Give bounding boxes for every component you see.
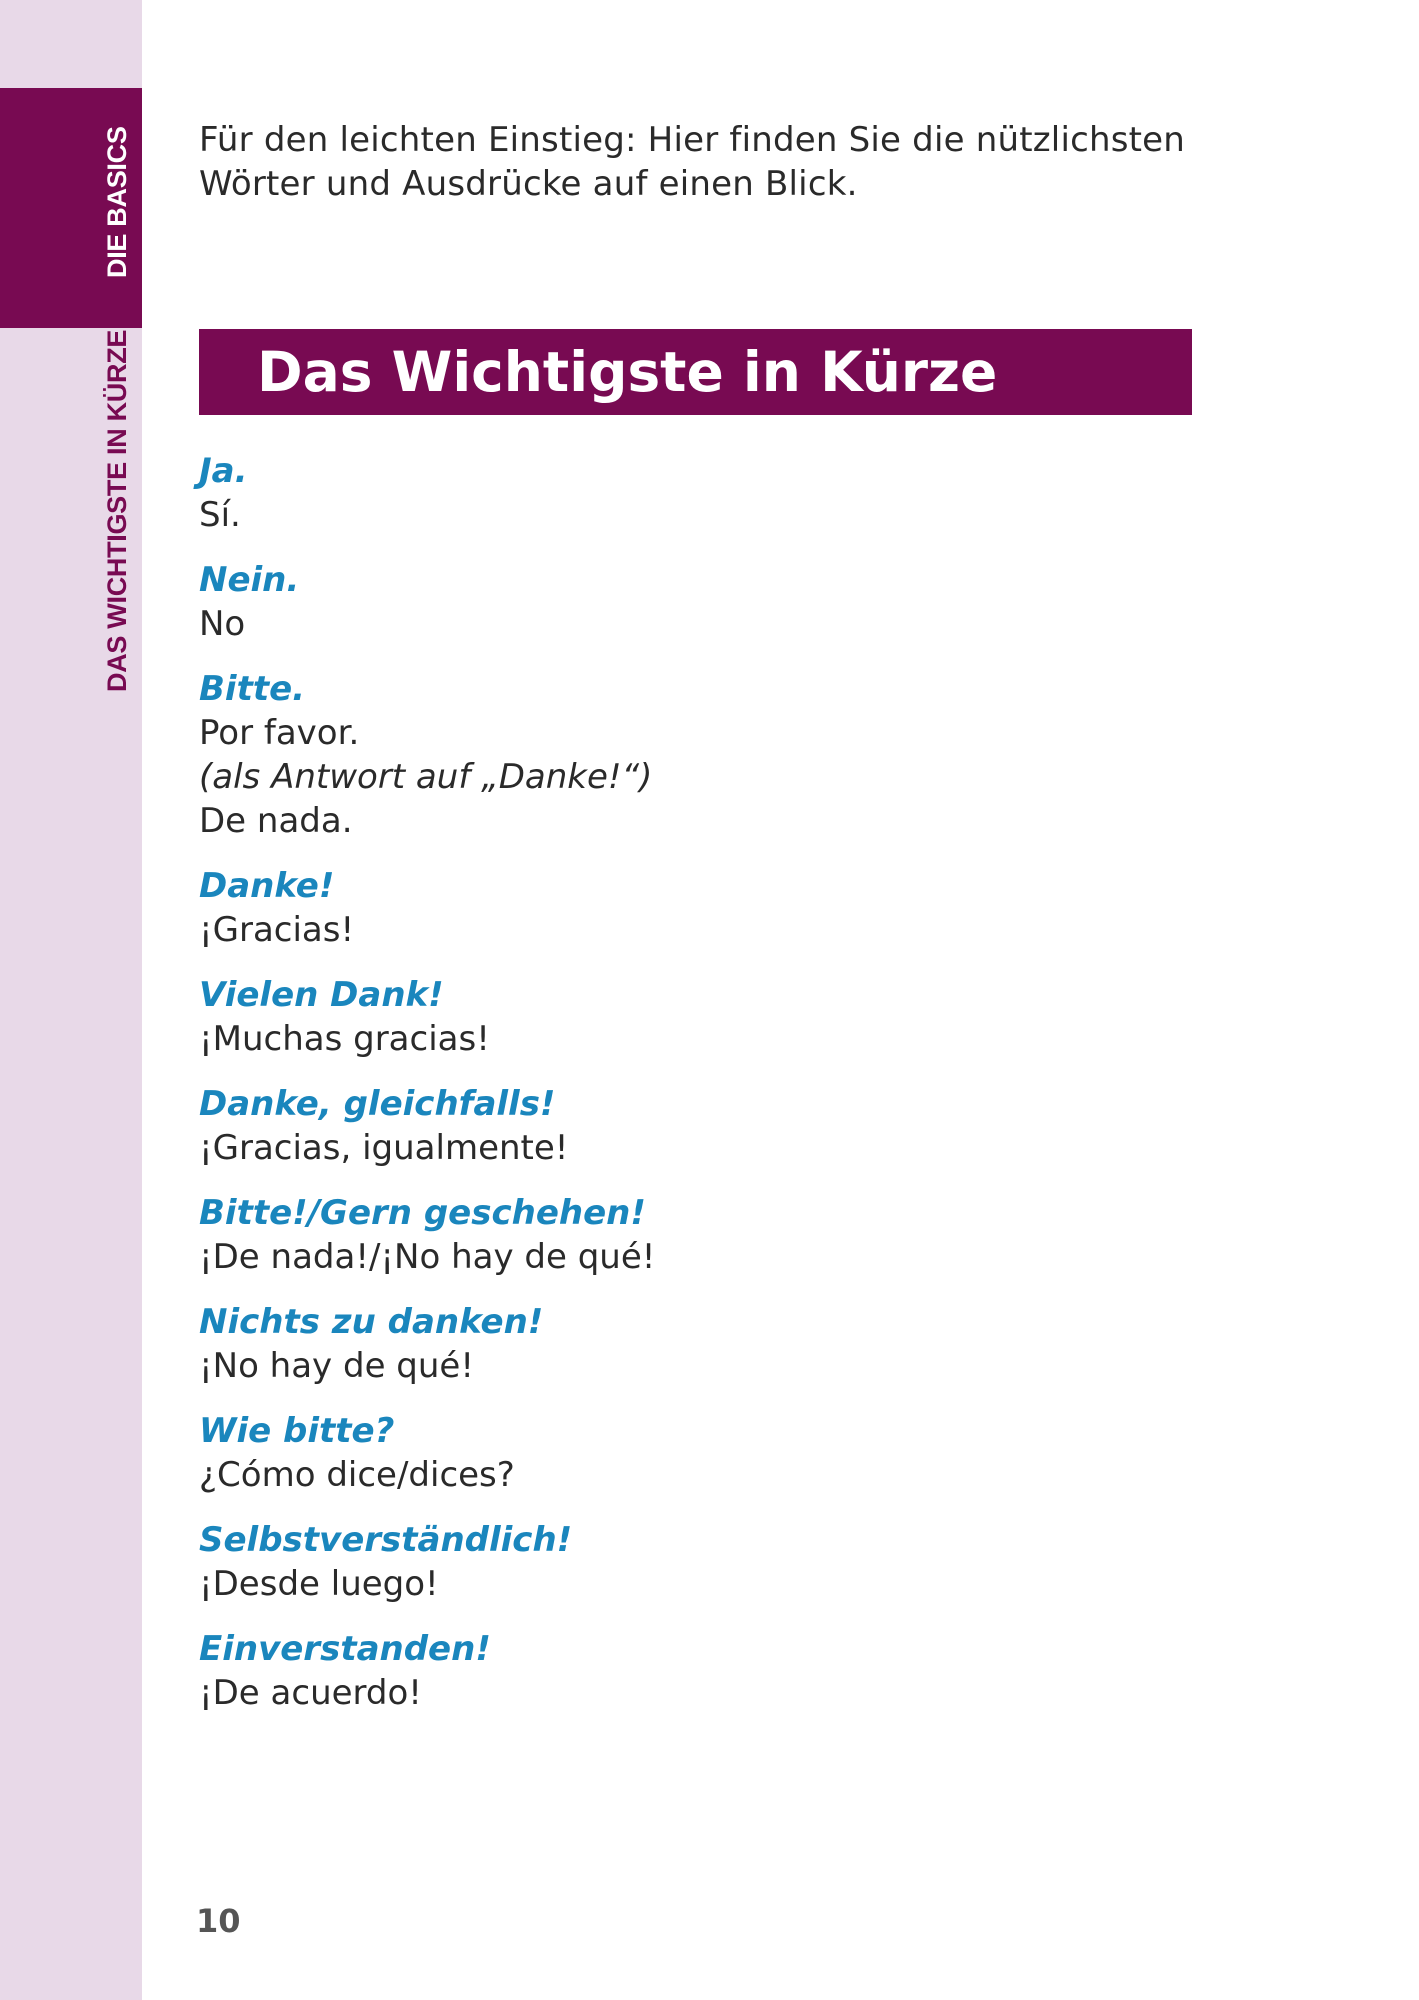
german-phrase: Wie bitte? <box>199 1411 395 1451</box>
phrase-item <box>199 1191 1199 1279</box>
phrase-item <box>199 1518 1199 1606</box>
phrase-item <box>199 667 1199 843</box>
spanish-translation: No <box>199 604 246 644</box>
phrase-item <box>199 973 1199 1061</box>
spanish-translation-alt: De nada. <box>199 801 353 841</box>
german-phrase: Nein. <box>199 560 300 600</box>
spanish-translation: Sí. <box>199 495 241 535</box>
phrase-item <box>199 1300 1199 1388</box>
phrase-list <box>199 449 1199 1736</box>
section-banner <box>199 329 1192 415</box>
usage-note: (als Antwort auf „Danke!“) <box>199 757 653 797</box>
page-number: 10 <box>196 1902 241 1940</box>
intro-text: Für den leichten Einstieg: Hier finden Sie die nützlichsten Wörter und Ausdrücke auf einen Blick. <box>199 120 1186 204</box>
spanish-translation: ¿Cómo dice/dices? <box>199 1455 515 1495</box>
german-phrase: Selbstverständlich! <box>199 1520 573 1560</box>
spanish-translation: ¡Gracias! <box>199 910 355 950</box>
german-phrase: Bitte. <box>199 669 306 709</box>
subsection-label: DAS WICHTIGSTE IN KÜRZE <box>102 329 132 692</box>
german-phrase: Vielen Dank! <box>199 975 444 1015</box>
german-phrase: Danke! <box>199 866 335 906</box>
spanish-translation: ¡No hay de qué! <box>199 1346 474 1386</box>
sidebar <box>0 0 142 2000</box>
german-phrase: Nichts zu danken! <box>199 1302 544 1342</box>
spanish-translation: ¡De acuerdo! <box>199 1673 422 1713</box>
phrase-item <box>199 558 1199 646</box>
phrase-item <box>199 1627 1199 1715</box>
phrase-item <box>199 449 1199 537</box>
spanish-translation: ¡Gracias, igualmente! <box>199 1128 569 1168</box>
german-phrase: Danke, gleichfalls! <box>199 1084 556 1124</box>
phrase-item <box>199 864 1199 952</box>
phrase-item <box>199 1409 1199 1497</box>
spanish-translation: Por favor. <box>199 713 360 753</box>
german-phrase: Bitte!/Gern geschehen! <box>199 1193 646 1233</box>
section-title: Das Wichtigste in Kürze <box>257 340 998 404</box>
german-phrase: Ja. <box>199 451 248 491</box>
phrase-item <box>199 1082 1199 1170</box>
section-label: DIE BASICS <box>102 126 132 278</box>
spanish-translation: ¡Desde luego! <box>199 1564 439 1604</box>
spanish-translation: ¡De nada!/¡No hay de qué! <box>199 1237 656 1277</box>
german-phrase: Einverstanden! <box>199 1629 491 1669</box>
spanish-translation: ¡Muchas gracias! <box>199 1019 490 1059</box>
